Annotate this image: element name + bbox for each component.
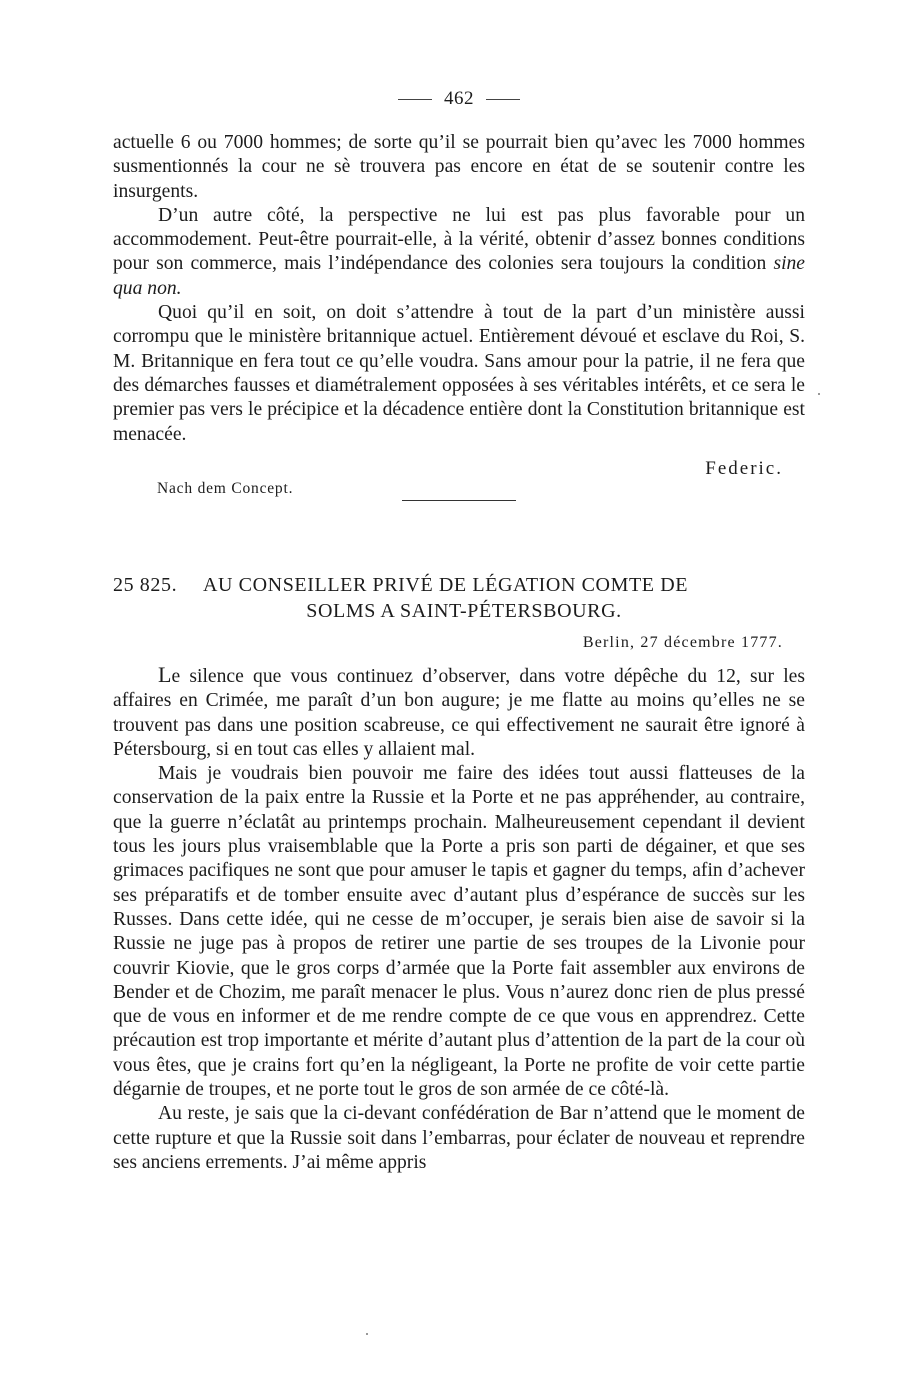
signature: Federic. <box>705 458 783 479</box>
header-dash-left <box>398 99 432 100</box>
paragraph: Mais je voudrais bien pouvoir me faire des idées tout aussi flatteuses de la conservation de la paix entre la Russie et la Porte et ne pas appréhender, au contraire, que la guerre n’éclatât au printemps prochain. Malheureusement cependant il devient tous les jours plus vraisemblable que la Porte a pris son parti de dégainer, et que ses grimaces pacifiques ne sont que pour amuser le tapis et gagner du temps, afin d’achever ses préparatifs et de tomber ensuite avec d’autant plus d’espérance de succès sur les Russes. Dans cette idée, qui ne cesse de m’occuper, je serais bien aise de savoir si la Russie ne juge pas à propos de retirer une partie de ses troupes de la Livonie pour couvrir Kiovie, que le gros corps d’armée que la Porte fait assembler aux environs de Bender et de Chozim, me paraît menacer le plus. Vous n’aurez donc rien de plus pressé que de vous en informer et de me rendre compte de ce que vous en apprendrez. Cette précaution est trop importante et mérite d’autant plus d’attention de la part de la cour où vous êtes, que je crains fort qu’en la négligeant, la Porte ne profite de voir cette partie dégarnie de troupes, et ne porte tout le gros de son armée de ce côté-là. <box>113 763 805 1101</box>
letter-number: 25 825. <box>113 574 178 596</box>
letter-body <box>113 663 805 1175</box>
letter-heading <box>113 572 805 624</box>
letter-continuation <box>113 131 805 447</box>
paragraph: Au reste, je sais que la ci-devant confédération de Bar n’attend que le moment de cette rupture et que la Russie soit dans l’embarras, pour éclater de nouveau et reprendre ses anciens errements. J’ai même appris <box>113 1103 805 1173</box>
page-number: 462 <box>444 88 474 109</box>
paragraph: actuelle 6 ou 7000 hommes; de sorte qu’il se pourrait bien qu’avec les 7000 hommes susmentionnés la cour ne sè trouvera pas encore en état de se soutenir contre les insurgents. <box>113 132 805 202</box>
latin-phrase: sine qua non. <box>113 253 805 299</box>
paragraph: Quoi qu’il en soit, on doit s’attendre à tout de la part d’un ministère aussi corrompu que le ministère britannique actuel. Entièrement dévoué et esclave du Roi, S. M. Britannique en fera tout ce qu’elle voudra. Sans amour pour la patrie, il ne fera que des démarches fausses et diamétralement opposées à ses véritables intérêts, et ce sera le premier pas vers le précipice et la décadence entière dont la Constitution britannique est menacée. <box>113 302 805 445</box>
scan-speck <box>818 393 820 395</box>
paragraph: Le silence que vous continuez d’observer, dans votre dépêche du 12, sur les affaires en Crimée, me paraît d’un bon augure; je me flatte au moins qu’elles ne se trouvent pas dans une position scabreuse, ce qui effectivement ne saurait être ignoré à Pétersbourg, si en tout cas elles y allaient mal. <box>113 662 805 760</box>
dateline: Berlin, 27 décembre 1777. <box>582 634 783 651</box>
scan-speck <box>366 1333 368 1335</box>
header-dash-right <box>486 99 520 100</box>
title-line-1: AU CONSEILLER PRIVÉ DE LÉGATION COMTE DE <box>203 574 689 596</box>
title-line-2: SOLMS A SAINT-PÉTERSBOURG. <box>306 600 622 622</box>
page-header <box>113 86 805 112</box>
source-note: Nach dem Concept. <box>157 480 294 497</box>
paragraph <box>113 204 805 301</box>
section-divider <box>402 500 516 501</box>
heading-line-1 <box>113 572 805 598</box>
paragraph-text: D’un autre côté, la perspective ne lui est pas plus favorable pour un accommodement. Peut-être pourrait-elle, à la vérité, obtenir d’assez bonnes conditions pour son commerce, mais l’indépendance des colonies sera toujours la condition <box>113 204 805 275</box>
